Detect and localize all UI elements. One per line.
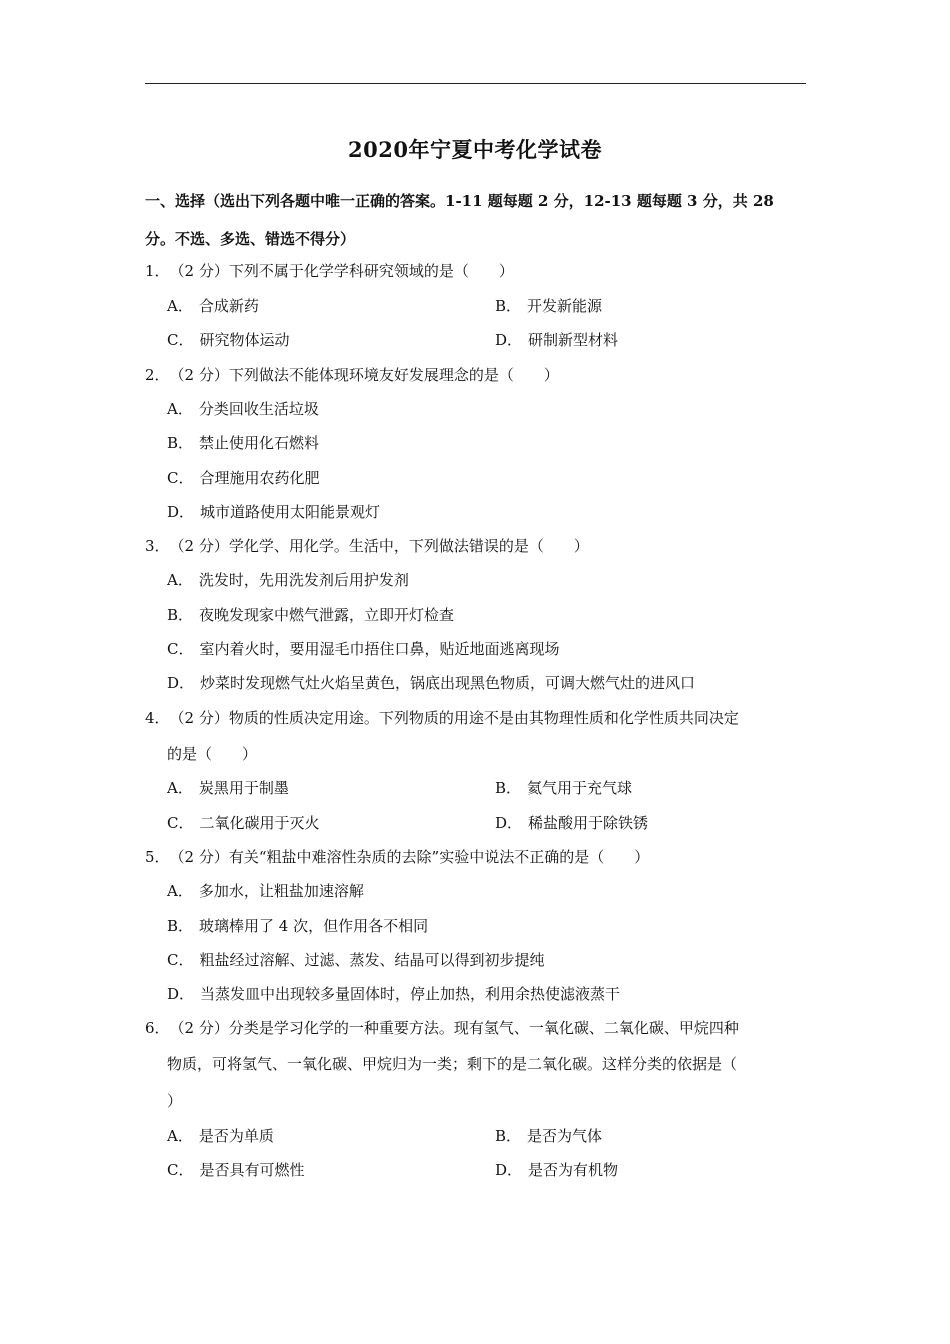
option-d: D． 当蒸发皿中出现较多量固体时，停止加热，利用余热使滤液蒸干 <box>167 985 621 1003</box>
question-stem-continued: 的是（ ） <box>167 745 258 763</box>
option-a: A． 洗发时，先用洗发剂后用护发剂 <box>167 571 409 589</box>
question-number: 3． <box>145 537 170 555</box>
question-number: 4． <box>145 709 170 727</box>
option-b: B． 玻璃棒用了 4 次，但作用各不相同 <box>167 917 429 935</box>
option-d: D． 研制新型材料 <box>495 331 619 349</box>
question-3 <box>145 535 589 556</box>
question-stem: （2 分）下列做法不能体现环境友好发展理念的是（ ） <box>169 366 559 384</box>
question-stem: （2 分）有关“粗盐中难溶性杂质的去除”实验中说法不正确的是（ ） <box>169 848 650 866</box>
question-number: 5． <box>145 848 170 866</box>
question-stem: （2 分）分类是学习化学的一种重要方法。现有氢气、一氧化碳、二氧化碳、甲烷四种 <box>169 1019 739 1037</box>
option-c: C． 研究物体运动 <box>167 331 290 349</box>
option-a: A． 分类回收生活垃圾 <box>167 400 319 418</box>
option-d: D． 稀盐酸用于除铁锈 <box>495 814 649 832</box>
question-stem: （2 分）物质的性质决定用途。下列物质的用途不是由其物理性质和化学性质共同决定 <box>169 709 739 727</box>
option-b: B． 开发新能源 <box>495 297 603 315</box>
option-c: C． 是否具有可燃性 <box>167 1161 305 1179</box>
option-d: D． 炒菜时发现燃气灶火焰呈黄色，锅底出现黑色物质，可调大燃气灶的进风口 <box>167 674 696 692</box>
option-b: B． 氦气用于充气球 <box>495 779 633 797</box>
option-d: D． 城市道路使用太阳能景观灯 <box>167 503 381 521</box>
page-title: 2020年宁夏中考化学试卷 <box>348 137 602 162</box>
option-c: C． 二氧化碳用于灭火 <box>167 814 320 832</box>
option-a: A． 合成新药 <box>167 297 259 315</box>
question-2 <box>145 364 559 385</box>
option-d: D． 是否为有机物 <box>495 1161 619 1179</box>
question-4 <box>145 707 739 728</box>
question-1 <box>145 260 514 281</box>
section-heading-line1: 一、选择（选出下列各题中唯一正确的答案。1-11 题每题 2 分，12-13 题每题 3 分，共 28 <box>145 192 774 210</box>
option-c: C． 粗盐经过溶解、过滤、蒸发、结晶可以得到初步提纯 <box>167 951 545 969</box>
option-a: A． 多加水，让粗盐加速溶解 <box>167 882 364 900</box>
question-5 <box>145 846 649 867</box>
header-rule <box>145 83 806 84</box>
question-number: 2． <box>145 366 170 384</box>
option-a: A． 是否为单质 <box>167 1127 274 1145</box>
question-stem-continued: 物质，可将氢气、一氧化碳、甲烷归为一类；剩下的是二氧化碳。这样分类的依据是（ <box>167 1055 738 1073</box>
option-c: C． 合理施用农药化肥 <box>167 469 320 487</box>
question-number: 6． <box>145 1019 170 1037</box>
option-b: B． 禁止使用化石燃料 <box>167 434 320 452</box>
option-c: C． 室内着火时，要用湿毛巾捂住口鼻，贴近地面逃离现场 <box>167 640 560 658</box>
question-stem-continued: ） <box>167 1092 183 1110</box>
option-b: B． 夜晚发现家中燃气泄露，立即开灯检查 <box>167 606 455 624</box>
question-stem: （2 分）下列不属于化学学科研究领域的是（ ） <box>169 262 514 280</box>
question-stem: （2 分）学化学、用化学。生活中，下列做法错误的是（ ） <box>169 537 589 555</box>
section-heading-line2: 分。不选、多选、错选不得分） <box>145 230 356 248</box>
question-number: 1． <box>145 262 170 280</box>
question-6 <box>145 1017 739 1038</box>
option-a: A． 炭黑用于制墨 <box>167 779 289 797</box>
option-b: B． 是否为气体 <box>495 1127 603 1145</box>
